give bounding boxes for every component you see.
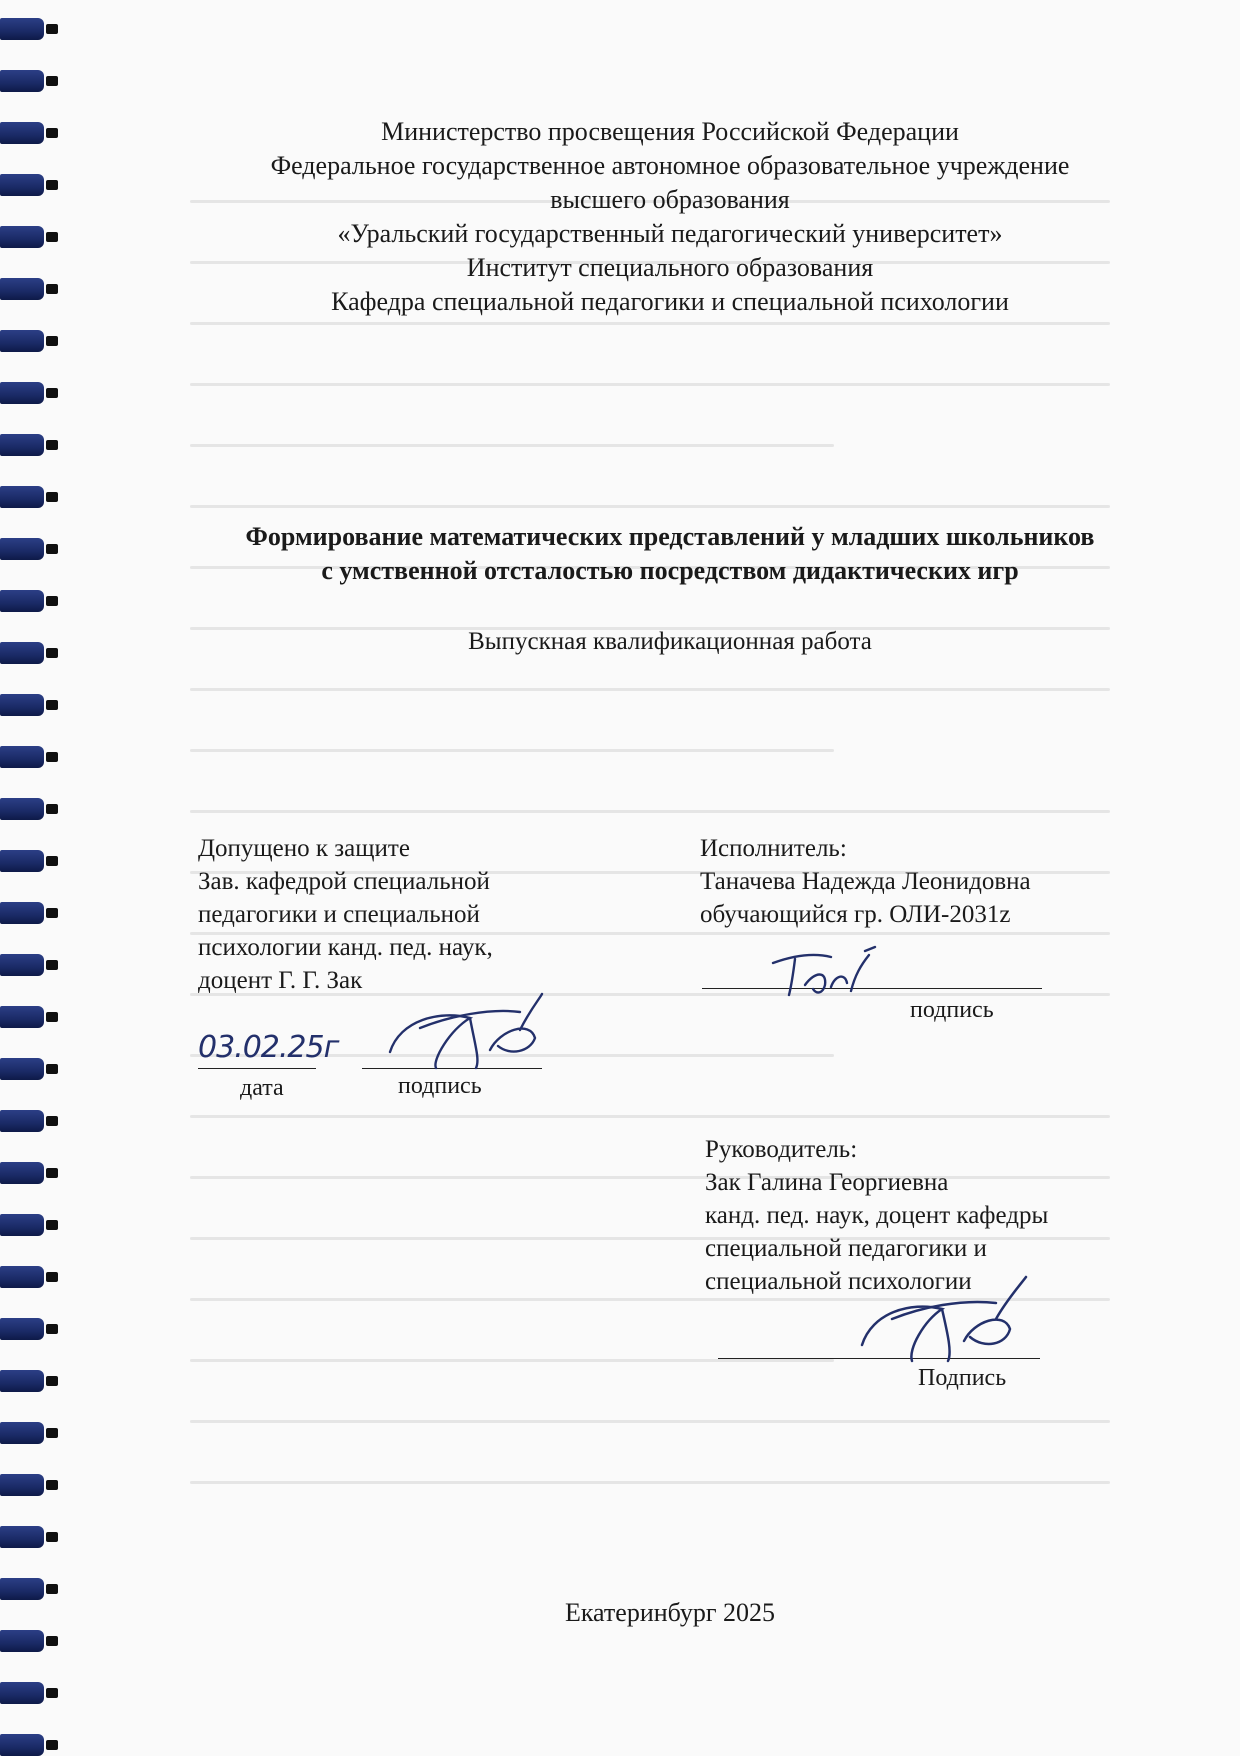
binding-ring [0,1162,44,1184]
executor-block [700,832,1140,931]
binding-ring [0,746,44,768]
supervisor-block [705,1133,1145,1298]
binding-ring [0,902,44,924]
admission-head-line-3: психологии канд. пед. наук, [198,934,493,961]
executor-group: обучающийся гр. ОЛИ-2031z [700,901,1011,928]
binding-ring [0,590,44,612]
supervisor-signature-caption: Подпись [918,1365,1007,1391]
admission-head-line-2: педагогики и специальной [198,901,480,928]
executor-label: Исполнитель: [700,835,847,862]
binding-ring [0,330,44,352]
binding-ring [0,122,44,144]
supervisor-name: Зак Галина Георгиевна [705,1169,949,1196]
bleed-line [190,810,1110,813]
bleed-line [190,1359,834,1362]
binding-ring [0,486,44,508]
binding-ring [0,1682,44,1704]
binding-ring [0,1526,44,1548]
binding-ring [0,1734,44,1756]
binding-ring [0,850,44,872]
binding-ring [0,1578,44,1600]
binding-ring [0,954,44,976]
binding-ring [0,70,44,92]
binding-ring [0,694,44,716]
binding-ring [0,1214,44,1236]
work-type: Выпускная квалификационная работа [468,628,872,655]
binding-ring [0,1006,44,1028]
binding-ring [0,174,44,196]
binding-ring [0,642,44,664]
institution-header [170,115,1170,319]
binding-ring [0,382,44,404]
thesis-title-line-1: Формирование математических представлений у младших школьников [245,522,1095,551]
bleed-line [190,688,1110,691]
date-caption: дата [240,1075,284,1101]
bleed-line [190,505,1110,508]
handwritten-date: 03.02.25г [198,1030,339,1065]
executor-signature [765,945,885,1005]
binding-ring [0,434,44,456]
binding-ring [0,278,44,300]
thesis-title-line-2: с умственной отсталостью посредством дидактических игр [321,556,1019,585]
date-line [198,1068,316,1069]
supervisor-title-line-3: специальной психологии [705,1268,972,1295]
binding-ring [0,1474,44,1496]
admission-block [198,832,598,997]
executor-name: Таначева Надежда Леонидовна [700,868,1031,895]
binding-ring [0,1318,44,1340]
binding-ring [0,1422,44,1444]
bleed-line [190,1115,1110,1118]
binding-ring [0,1266,44,1288]
supervisor-title-line-1: канд. пед. наук, доцент кафедры [705,1202,1049,1229]
education-level-line: высшего образования [550,185,790,214]
binding-ring [0,1370,44,1392]
binding-ring [0,1110,44,1132]
bleed-line [190,1481,1110,1484]
admission-label: Допущено к защите [198,835,410,862]
thesis-title [150,520,1190,588]
spiral-binding [0,0,70,1754]
city-year: Екатеринбург 2025 [564,1598,776,1627]
bleed-line [190,322,1110,325]
executor-signature-caption: подпись [910,997,994,1023]
admission-signature-caption: подпись [398,1073,482,1099]
binding-ring [0,798,44,820]
binding-ring [0,226,44,248]
admission-head-line-1: Зав. кафедрой специальной [198,868,490,895]
ministry-line: Министерство просвещения Российской Федерации [381,117,959,146]
bleed-line [190,1420,1110,1423]
department-line: Кафедра специальной педагогики и специальной психологии [331,287,1009,316]
admission-head-name: доцент Г. Г. Зак [198,967,363,994]
supervisor-label: Руководитель: [705,1136,858,1163]
binding-ring [0,18,44,40]
bleed-line [190,383,1110,386]
university-type-line: Федеральное государственное автономное образовательное учреждение [270,151,1070,180]
supervisor-signature [850,1275,1040,1375]
binding-ring [0,1058,44,1080]
admission-signature [380,990,550,1080]
institute-line: Институт специального образования [466,253,874,282]
supervisor-title-line-2: специальной педагогики и [705,1235,987,1262]
bleed-line [190,749,834,752]
bleed-line [190,444,834,447]
binding-ring [0,1630,44,1652]
university-name-line: «Уральский государственный педагогический университет» [337,219,1003,248]
binding-ring [0,538,44,560]
